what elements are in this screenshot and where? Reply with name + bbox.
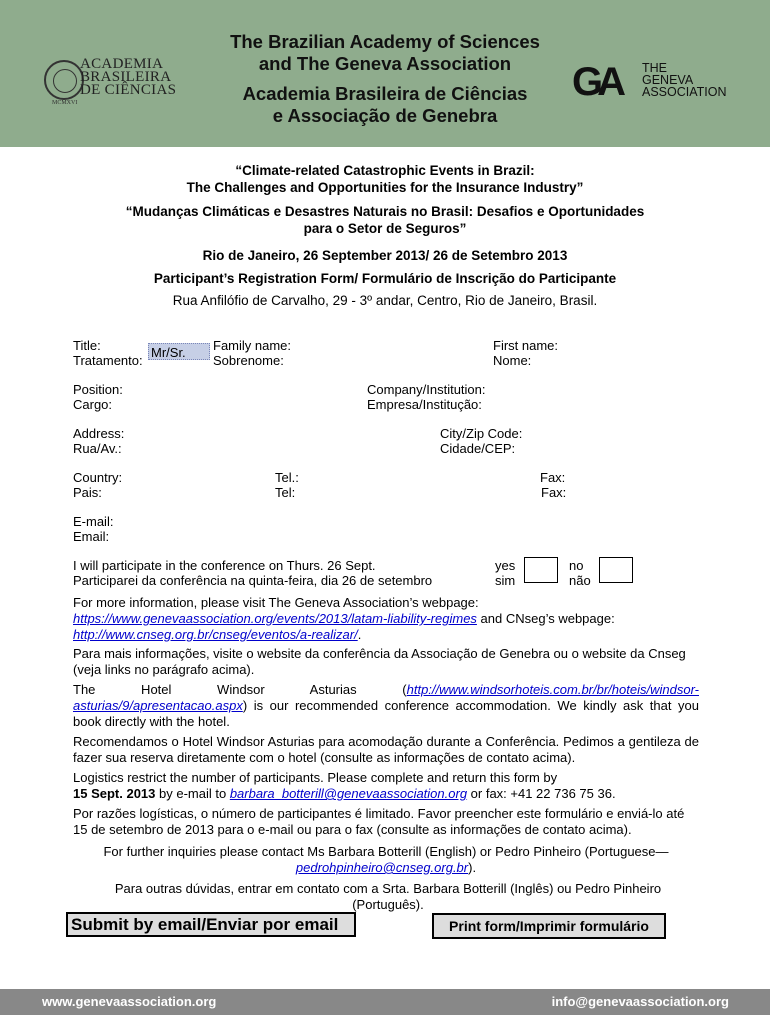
aba-logo-line-3: DE CIÊNCIAS [80, 82, 177, 98]
aba-logo-line-2: BRASILEIRA [80, 69, 172, 85]
footer-website[interactable]: www.genevaassociation.org [42, 994, 217, 1009]
title-select[interactable]: Mr/Sr. [148, 343, 210, 360]
logistics-paragraph-pt: Por razões logísticas, o número de participantes é limitado. Favor preencher este formulário e enviá-lo até 15 de setembro de 2013 para o e-mail ou para o fax (consulte as informações de contato acima). [73, 806, 685, 837]
family-name-label: Family name: [213, 338, 292, 353]
inquiries-email-link[interactable]: pedrohpinheiro@cnseg.org.br [295, 860, 469, 875]
title-en-1: The Brazilian Academy of Sciences [230, 31, 540, 52]
header-title [185, 31, 585, 127]
logistics-deadline: 15 Sept. 2013 [73, 786, 156, 801]
aba-logo [44, 56, 184, 108]
title-label: Title: [73, 338, 101, 353]
yes-checkbox[interactable] [524, 557, 558, 583]
aba-logo-sub: MCMXVI [52, 100, 78, 106]
country-label: Country: [73, 470, 123, 485]
submit-email-button[interactable]: Submit by email/Enviar por email [66, 912, 356, 937]
title-en-2: and The Geneva Association [258, 53, 512, 74]
hotel-paragraph-pt: Recomendamos o Hotel Windsor Asturias para acomodação durante a Conferência. Pedimos a gentileza de fazer sua reserva diretamente com o hotel (consulte as informações de contato acima). [73, 734, 699, 765]
email-label: E-mail: [73, 514, 114, 529]
logistics-text-3: or fax: +41 22 736 75 36. [467, 786, 616, 801]
geneva-association-logo [572, 62, 732, 106]
no-checkbox[interactable] [599, 557, 633, 583]
logistics-text-2: by e-mail to [155, 786, 230, 801]
event-address: Rua Anfilófio de Carvalho, 29 - 3º andar, Centro, Rio de Janeiro, Brasil. [172, 293, 598, 308]
event-title-en-2: The Challenges and Opportunities for the Insurance Industry” [186, 180, 584, 195]
more-info-paragraph-pt: Para mais informações, visite o website da conferência da Associação de Genebra ou o website da Cnseg (veja links no parágrafo acima). [73, 646, 686, 677]
and-cnseg-text: and CNseg’s webpage: [476, 611, 615, 626]
page-header [0, 0, 770, 147]
title-label-pt: Tratamento: [73, 353, 143, 368]
hotel-link[interactable]: http://www.windsorhoteis.com.br/br/hoteis/windsor-asturias/9/apresentacao.aspx [73, 682, 699, 713]
hotel-paragraph [73, 682, 699, 730]
event-title-pt-2: para o Setor de Seguros” [303, 221, 467, 236]
hotel-text-2: ) is our recommended conference accommodation. We kindly ask that you book directly with the hotel. [73, 698, 699, 729]
event-title-en-1: “Climate-related Catastrophic Events in Brazil: [235, 163, 535, 178]
tel-label: Tel.: [275, 470, 299, 485]
inquiries-text-1: For further inquiries please contact Ms Barbara Botterill (English) or Pedro Pinheiro (Portuguese— [103, 844, 669, 859]
city-label-pt: Cidade/CEP: [440, 441, 516, 456]
yes-label: yes [495, 558, 516, 573]
page-footer [0, 989, 770, 1015]
logistics-text-1: Logistics restrict the number of participants. Please complete and return this form by [73, 770, 558, 785]
title-pt-1: Academia Brasileira de Ciências [242, 83, 528, 104]
cnseg-link-end: . [357, 627, 362, 642]
hotel-text-1: The Hotel Windsor Asturias ( [73, 682, 407, 697]
first-name-label: First name: [493, 338, 559, 353]
logistics-email-link[interactable]: barbara_botterill@genevaassociation.org [229, 786, 468, 801]
aba-logo-line-1: ACADEMIA [80, 56, 164, 72]
ga-mark-icon: GA [572, 60, 620, 104]
no-label: no [569, 558, 584, 573]
more-info-text: For more information, please visit The Geneva Association’s webpage: [73, 595, 479, 610]
event-date: Rio de Janeiro, 26 September 2013/ 26 de Setembro 2013 [202, 248, 568, 263]
event-title-pt-1: “Mudanças Climáticas e Desastres Naturais no Brasil: Desafios e Oportunidades [125, 204, 645, 219]
ga-logo-line-3: ASSOCIATION [642, 85, 727, 99]
cnseg-link[interactable]: http://www.cnseg.org.br/cnseg/eventos/a-realizar/ [73, 627, 358, 642]
ga-event-link[interactable]: https://www.genevaassociation.org/events/2013/latam-liability-regimes [73, 611, 477, 626]
print-form-button[interactable]: Print form/Imprimir formulário [432, 913, 666, 939]
ga-logo-line-2: GENEVA [642, 73, 694, 87]
title-pt-2: e Associação de Genebra [272, 105, 498, 126]
country-label-pt: Pais: [73, 485, 102, 500]
tel-label-pt: Tel: [275, 485, 296, 500]
inquiries-paragraph-pt: Para outras dúvidas, entrar em contato com a Srta. Barbara Botterill (Inglês) ou Pedro Pinheiro (Português). [114, 881, 662, 912]
address-label: Address: [73, 426, 125, 441]
participate-label: I will participate in the conference on Thurs. 26 Sept. [73, 558, 376, 573]
more-info-paragraph [73, 595, 699, 643]
position-label: Position: [73, 382, 123, 397]
address-label-pt: Rua/Av.: [73, 441, 122, 456]
fax-label-pt: Fax: [541, 485, 567, 500]
participate-label-pt: Participarei da conferência na quinta-feira, dia 26 de setembro [73, 573, 433, 588]
logistics-paragraph [73, 770, 699, 802]
family-name-label-pt: Sobrenome: [213, 353, 284, 368]
inquiries-text-2: ). [468, 860, 477, 875]
yes-label-pt: sim [495, 573, 516, 588]
no-label-pt: não [569, 573, 591, 588]
first-name-label-pt: Nome: [493, 353, 532, 368]
form-title: Participant’s Registration Form/ Formulário de Inscrição do Participante [153, 271, 617, 286]
inquiries-paragraph [73, 844, 699, 876]
position-label-pt: Cargo: [73, 397, 113, 412]
fax-label: Fax: [540, 470, 566, 485]
city-label: City/Zip Code: [440, 426, 523, 441]
ga-logo-line-1: THE [642, 61, 667, 75]
email-label-pt: Email: [73, 529, 110, 544]
company-label-pt: Empresa/Institução: [367, 397, 482, 412]
footer-email[interactable]: info@genevaassociation.org [551, 994, 729, 1009]
company-label: Company/Institution: [367, 382, 486, 397]
aba-seal-icon [44, 60, 84, 100]
